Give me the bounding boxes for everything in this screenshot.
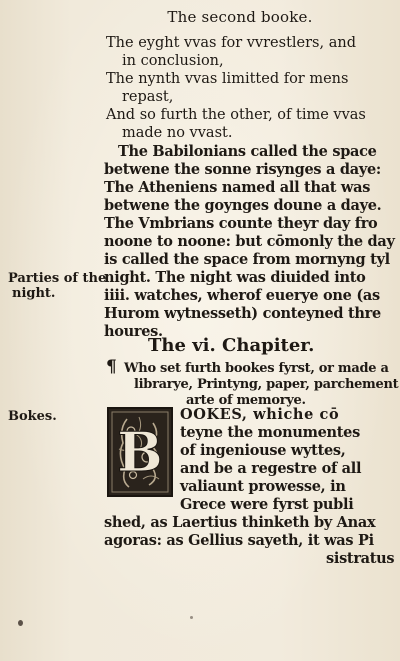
final-line: sistratus — [326, 550, 395, 567]
margin-note-line: night. — [12, 286, 56, 301]
body-line: The Atheniens named all that was — [104, 179, 371, 196]
margin-note-bokes: Bokes. — [8, 409, 57, 424]
chapter-summary-line: arte of memorye. — [186, 393, 306, 408]
verse-line: in conclusion, — [122, 53, 224, 69]
final-line: and be a regestre of all — [180, 460, 362, 477]
chapter-heading: The vi. Chapiter. — [148, 335, 315, 356]
final-line: OOKES, whiche cō — [180, 406, 340, 423]
final-line: teyne the monumentes — [180, 424, 360, 441]
body-line: houres. — [104, 323, 163, 340]
verse-line: made no vvast. — [122, 125, 233, 141]
final-line: agoras: as Gellius sayeth, it was Pi — [104, 532, 374, 549]
chapter-summary-line: librarye, Printyng, paper, parchement — [134, 377, 399, 392]
verse-line: And so furth the other, of time vvas — [106, 107, 366, 123]
final-line: shed, as Laertius thinketh by Anax — [104, 514, 376, 531]
initial-letter: B — [117, 420, 163, 484]
chapter-summary-line: Who set furth bookes fyrst, or made a — [124, 361, 389, 376]
verse-line: The eyght vvas for vvrestlers, and — [106, 35, 356, 51]
verse-line: The nynth vvas limitted for mens — [106, 71, 349, 87]
final-line: of ingeniouse wyttes, — [180, 442, 346, 459]
body-line: betwene the sonne risynges a daye: — [104, 161, 381, 178]
body-line: night. The night was diuided into — [104, 269, 366, 286]
paragraph-mark-icon: ¶ — [106, 357, 117, 377]
ink-smudge — [190, 616, 193, 619]
floral-initial-icon — [109, 409, 171, 495]
final-line: valiaunt prowesse, in — [180, 478, 346, 495]
body-line: noone to noone: but cōmonly the day — [104, 233, 395, 250]
running-header: The second booke. — [167, 8, 313, 26]
margin-note-line: Parties of the — [8, 271, 107, 286]
body-line: Hurom wytnesseth) conteyned thre — [104, 305, 381, 322]
margin-note-parties — [8, 271, 106, 301]
body-line: betwene the goynges doune a daye. — [104, 197, 382, 214]
decorated-initial — [107, 407, 173, 497]
final-line: Grece were fyrst publi — [180, 496, 354, 513]
ink-smudge — [18, 620, 23, 626]
body-line: iiii. watches, wherof euerye one (as — [104, 287, 380, 304]
body-line: The Vmbrians counte theyr day fro — [104, 215, 378, 232]
verse-line: repast, — [122, 89, 174, 105]
body-line: is called the space from mornyng tyl — [104, 251, 390, 268]
body-line: The Babilonians called the space — [118, 143, 377, 160]
